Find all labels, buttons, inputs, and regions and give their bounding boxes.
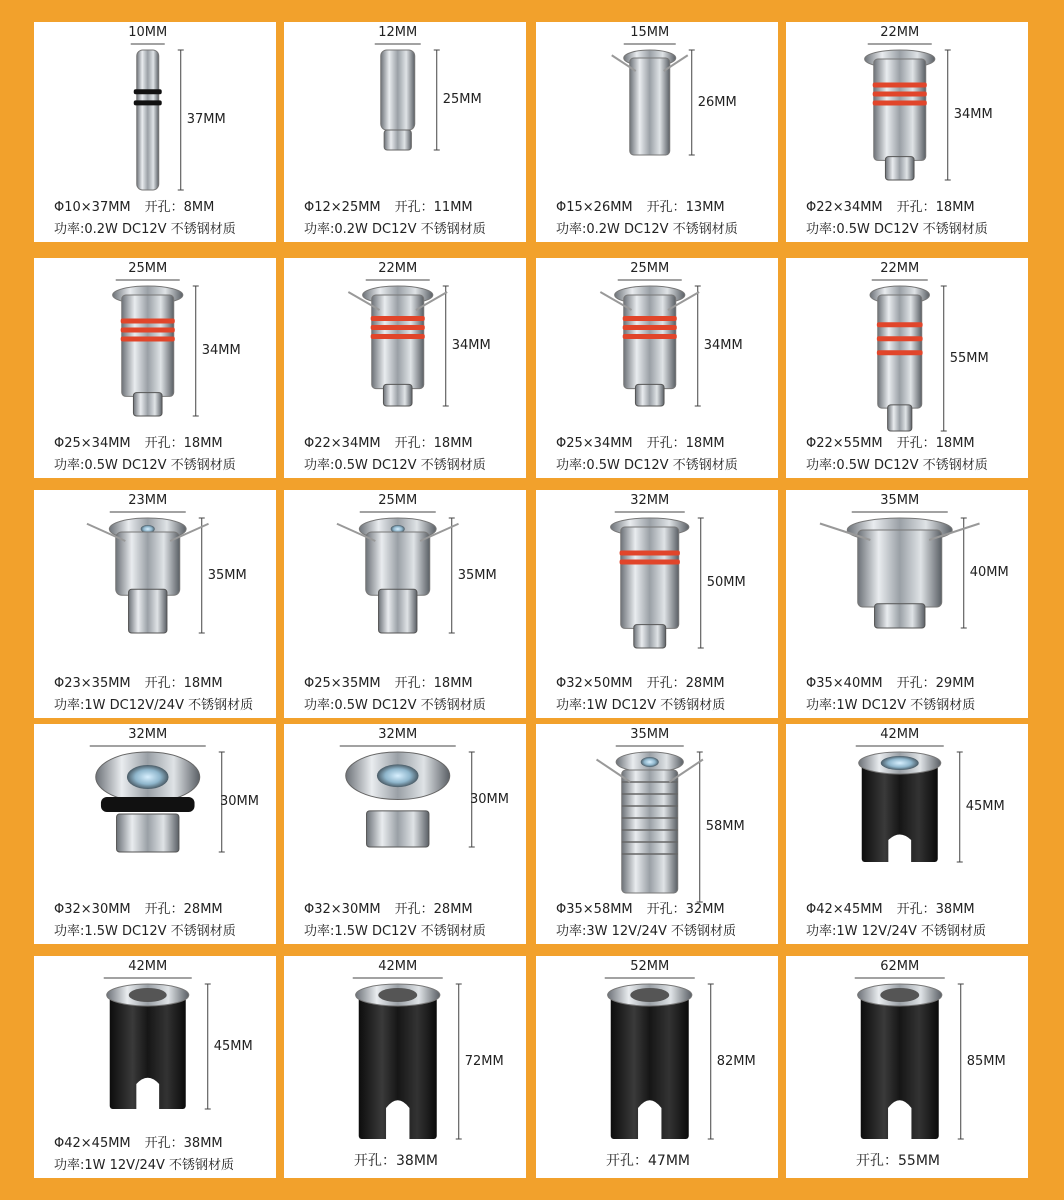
diameter-height: Φ35×58MM xyxy=(556,902,633,917)
height-label: 25MM xyxy=(442,92,482,107)
spec-line xyxy=(304,898,473,917)
product-card xyxy=(786,724,1028,944)
power-material: 功率:0.5W DC12V 不锈钢材质 xyxy=(806,458,988,473)
product-card xyxy=(34,490,276,718)
spec-line xyxy=(806,898,975,917)
body xyxy=(630,58,670,155)
spec-line xyxy=(304,196,473,215)
height-label: 26MM xyxy=(697,94,737,110)
width-label: 22MM xyxy=(880,25,920,40)
sealing-ring xyxy=(371,316,425,321)
diameter-height: Φ22×55MM xyxy=(806,436,883,451)
cable-slot xyxy=(888,1100,911,1139)
sealing-ring xyxy=(877,322,923,327)
product-card xyxy=(34,724,276,944)
o-ring xyxy=(134,100,162,105)
power-material: 功率:1.5W DC12V 不锈钢材质 xyxy=(304,924,486,939)
power-material: 功率:0.5W DC12V 不锈钢材质 xyxy=(806,222,988,237)
height-label: 34MM xyxy=(703,338,743,353)
power-material: 功率:1.5W DC12V 不锈钢材质 xyxy=(54,924,236,939)
product-card xyxy=(284,490,526,718)
spec-line xyxy=(556,196,725,215)
body xyxy=(137,50,159,190)
cutout-size: 开孔：32MM xyxy=(646,902,725,917)
cutout-size: 开孔：11MM xyxy=(394,200,473,215)
product-card xyxy=(284,956,526,1178)
width-label: 10MM xyxy=(128,25,168,40)
spec-line xyxy=(806,432,975,451)
diameter-height: Φ23×35MM xyxy=(54,676,131,691)
sealing-ring xyxy=(623,316,677,321)
product-card xyxy=(786,258,1028,478)
spec-line xyxy=(856,1150,940,1170)
lens xyxy=(378,988,417,1002)
power-material: 功率:1W DC12V 不锈钢材质 xyxy=(806,698,976,713)
sealing-ring xyxy=(121,337,175,342)
body xyxy=(622,770,678,893)
body xyxy=(366,532,430,595)
width-label: 23MM xyxy=(128,493,168,508)
diameter-height: Φ32×30MM xyxy=(54,902,131,917)
cutout-size: 开孔：28MM xyxy=(394,902,473,917)
cutout-size: 开孔：38MM xyxy=(144,1136,223,1151)
diameter-height: Φ25×35MM xyxy=(304,676,381,691)
sealing-ring xyxy=(877,350,923,355)
width-label: 52MM xyxy=(630,959,670,974)
body xyxy=(381,50,415,130)
product-card xyxy=(284,724,526,944)
cutout-size: 开孔：38MM xyxy=(896,902,975,917)
width-label: 42MM xyxy=(378,959,418,974)
spec-line xyxy=(54,196,214,215)
threaded-nut xyxy=(383,384,412,406)
lens xyxy=(129,988,167,1002)
height-label: 72MM xyxy=(464,1053,504,1069)
width-label: 32MM xyxy=(630,493,670,508)
width-label: 32MM xyxy=(378,727,418,742)
power-material: 功率:1W DC12V 不锈钢材质 xyxy=(556,698,726,713)
sealing-ring xyxy=(371,325,425,330)
product-card xyxy=(786,490,1028,718)
power-material: 功率:1W DC12V/24V 不锈钢材质 xyxy=(54,698,254,713)
tail xyxy=(384,130,411,150)
height-label: 34MM xyxy=(451,338,491,353)
cutout-size: 开孔：28MM xyxy=(646,676,725,691)
sealing-ring xyxy=(873,92,927,97)
cutout-size: 开孔：55MM xyxy=(856,1153,940,1169)
threaded-nut xyxy=(875,604,925,628)
sealing-ring xyxy=(620,560,680,565)
spec-line xyxy=(556,672,725,691)
width-label: 62MM xyxy=(880,959,920,974)
threaded-nut xyxy=(888,405,912,431)
height-label: 34MM xyxy=(201,343,241,358)
width-label: 25MM xyxy=(630,261,670,276)
diameter-height: Φ10×37MM xyxy=(54,200,131,215)
lens xyxy=(881,756,919,770)
product-card xyxy=(536,22,778,242)
body xyxy=(122,295,174,396)
sealing-ring xyxy=(620,551,680,556)
diameter-height: Φ32×30MM xyxy=(304,902,381,917)
height-label: 30MM xyxy=(470,791,509,807)
threaded-nut xyxy=(635,384,664,406)
cutout-size: 开孔：18MM xyxy=(144,676,223,691)
threaded-nut xyxy=(367,811,429,847)
power-material: 功率:0.5W DC12V 不锈钢材质 xyxy=(304,458,486,473)
sealing-ring xyxy=(873,101,927,106)
sealing-ring xyxy=(371,334,425,339)
width-label: 42MM xyxy=(880,727,920,742)
body xyxy=(858,530,942,607)
spec-line xyxy=(304,432,473,451)
sealing-ring xyxy=(873,83,927,88)
lens xyxy=(641,757,659,767)
spec-line xyxy=(806,196,975,215)
height-label: 35MM xyxy=(207,567,247,583)
diameter-height: Φ42×45MM xyxy=(54,1136,131,1151)
spec-line xyxy=(806,672,975,691)
cable-slot xyxy=(888,835,911,863)
diameter-height: Φ15×26MM xyxy=(556,200,633,215)
height-label: 34MM xyxy=(953,107,993,122)
lens xyxy=(127,765,169,789)
cutout-size: 开孔：18MM xyxy=(394,676,473,691)
width-label: 12MM xyxy=(378,25,418,40)
threaded-nut xyxy=(634,625,666,648)
body xyxy=(116,532,180,595)
product-card xyxy=(284,22,526,242)
product-card xyxy=(786,22,1028,242)
power-material: 功率:1W 12V/24V 不锈钢材质 xyxy=(806,924,987,939)
spec-line xyxy=(606,1150,690,1170)
product-card xyxy=(34,956,276,1178)
lens xyxy=(377,764,419,787)
spec-line xyxy=(304,672,473,691)
cutout-size: 开孔：18MM xyxy=(144,436,223,451)
height-label: 85MM xyxy=(966,1053,1006,1069)
width-label: 25MM xyxy=(128,261,168,276)
cutout-size: 开孔：8MM xyxy=(144,200,215,215)
power-material: 功率:3W 12V/24V 不锈钢材质 xyxy=(556,924,737,939)
diameter-height: Φ35×40MM xyxy=(806,676,883,691)
product-card xyxy=(536,258,778,478)
diameter-height: Φ22×34MM xyxy=(806,200,883,215)
power-material: 功率:0.2W DC12V 不锈钢材质 xyxy=(304,222,486,237)
height-label: 58MM xyxy=(705,819,745,834)
spec-line xyxy=(54,898,223,917)
threaded-nut xyxy=(133,393,162,416)
height-label: 50MM xyxy=(706,575,746,590)
cutout-size: 开孔：28MM xyxy=(144,902,223,917)
width-label: 22MM xyxy=(880,261,920,276)
width-label: 35MM xyxy=(630,727,670,742)
lens xyxy=(880,988,919,1002)
gasket xyxy=(101,797,195,812)
body xyxy=(621,527,679,628)
spec-line xyxy=(54,432,223,451)
diameter-height: Φ12×25MM xyxy=(304,200,381,215)
width-label: 32MM xyxy=(128,727,168,742)
threaded-nut xyxy=(885,157,914,180)
height-label: 30MM xyxy=(220,794,259,809)
width-label: 22MM xyxy=(378,261,418,276)
diameter-height: Φ42×45MM xyxy=(806,902,883,917)
height-label: 45MM xyxy=(213,1038,253,1054)
body xyxy=(874,59,926,160)
diameter-height: Φ25×34MM xyxy=(556,436,633,451)
power-material: 功率:0.5W DC12V 不锈钢材质 xyxy=(54,458,236,473)
product-card xyxy=(34,258,276,478)
cutout-size: 开孔：38MM xyxy=(354,1153,438,1169)
height-label: 55MM xyxy=(949,350,989,366)
power-material: 功率:0.2W DC12V 不锈钢材质 xyxy=(54,222,236,237)
cutout-size: 开孔：13MM xyxy=(646,200,725,215)
sealing-ring xyxy=(121,319,175,324)
cable-slot xyxy=(386,1100,409,1139)
threaded-nut xyxy=(379,589,417,633)
product-card xyxy=(34,22,276,242)
product-card xyxy=(536,724,778,944)
width-label: 15MM xyxy=(630,25,670,40)
width-label: 35MM xyxy=(880,493,920,508)
spec-line xyxy=(354,1150,438,1170)
height-label: 82MM xyxy=(716,1053,756,1069)
lens xyxy=(630,988,669,1002)
cutout-size: 开孔：18MM xyxy=(896,436,975,451)
power-material: 功率:0.5W DC12V 不锈钢材质 xyxy=(304,698,486,713)
height-label: 37MM xyxy=(186,112,226,127)
cutout-size: 开孔：29MM xyxy=(896,676,975,691)
cutout-size: 开孔：18MM xyxy=(394,436,473,451)
spec-line xyxy=(54,672,223,691)
width-label: 42MM xyxy=(128,959,168,974)
sealing-ring xyxy=(877,336,923,341)
product-card xyxy=(536,956,778,1178)
cable-slot xyxy=(136,1078,159,1109)
power-material: 功率:0.5W DC12V 不锈钢材质 xyxy=(556,458,738,473)
sealing-ring xyxy=(623,325,677,330)
power-material: 功率:0.2W DC12V 不锈钢材质 xyxy=(556,222,738,237)
height-label: 40MM xyxy=(969,565,1009,580)
cable-slot xyxy=(638,1100,661,1139)
power-material: 功率:1W 12V/24V 不锈钢材质 xyxy=(54,1158,235,1173)
spec-line xyxy=(556,432,725,451)
spec-line xyxy=(54,1132,223,1151)
diameter-height: Φ25×34MM xyxy=(54,436,131,451)
height-label: 35MM xyxy=(457,567,497,583)
height-label: 45MM xyxy=(965,799,1005,814)
sealing-ring xyxy=(623,334,677,339)
o-ring xyxy=(134,89,162,94)
diameter-height: Φ22×34MM xyxy=(304,436,381,451)
product-card xyxy=(536,490,778,718)
threaded-nut xyxy=(129,589,167,633)
threaded-nut xyxy=(117,814,179,852)
product-card xyxy=(284,258,526,478)
spec-line xyxy=(556,898,725,917)
sealing-ring xyxy=(121,328,175,333)
cutout-size: 开孔：18MM xyxy=(896,200,975,215)
cutout-size: 开孔：47MM xyxy=(606,1153,690,1169)
cutout-size: 开孔：18MM xyxy=(646,436,725,451)
diameter-height: Φ32×50MM xyxy=(556,676,633,691)
width-label: 25MM xyxy=(378,493,418,508)
product-card xyxy=(786,956,1028,1178)
